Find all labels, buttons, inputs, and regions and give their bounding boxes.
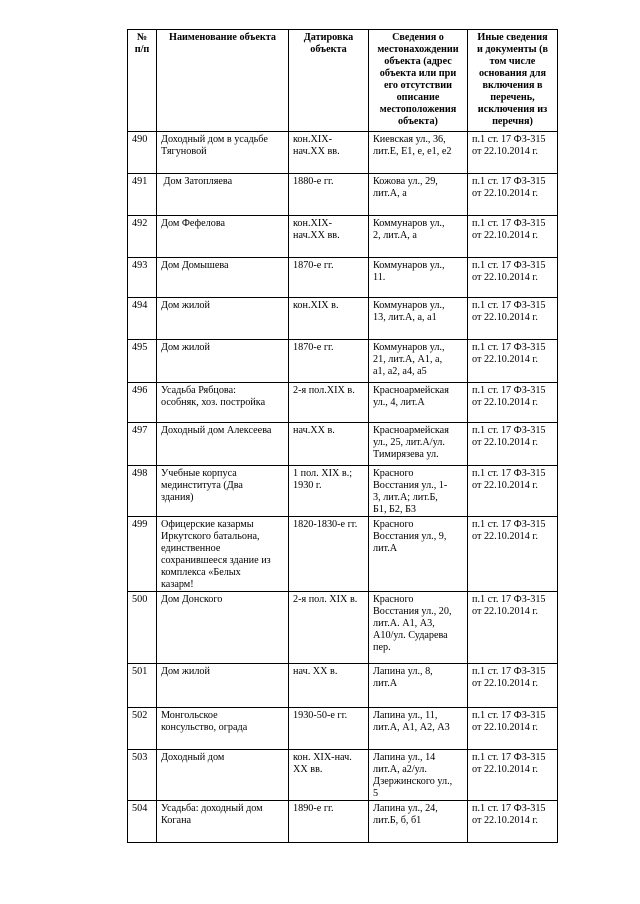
object-address: Кожова ул., 29, лит.А, а xyxy=(373,176,438,199)
object-name: Усадьба: доходный дом Когана xyxy=(161,803,263,826)
object-address: Красного Восстания ул., 9, лит.А xyxy=(373,519,447,554)
object-date: 1870-е гг. xyxy=(293,260,334,271)
object-address: Красноармейская ул., 4, лит.А xyxy=(373,385,449,408)
object-name-cell xyxy=(157,801,289,843)
header-other-info xyxy=(468,30,558,132)
object-date-cell xyxy=(289,258,369,298)
row-number: 494 xyxy=(132,300,148,311)
object-name-cell xyxy=(157,258,289,298)
object-name-cell xyxy=(157,132,289,174)
object-date: 1 пол. XIX в.; 1930 г. xyxy=(293,468,353,491)
object-address: Лапина ул., 11, лит.А, А1, А2, А3 xyxy=(373,710,450,733)
object-date: кон.XIX- нач.XX вв. xyxy=(293,218,340,241)
object-basis-cell xyxy=(468,423,558,466)
object-name-cell xyxy=(157,174,289,216)
object-name: Дом Затопляева xyxy=(161,176,233,187)
row-number: 503 xyxy=(132,752,148,763)
row-number-cell xyxy=(128,801,157,843)
table-row xyxy=(128,801,558,843)
row-number: 490 xyxy=(132,134,148,145)
table-row xyxy=(128,132,558,174)
object-address-cell xyxy=(369,592,468,664)
object-date: 2-я пол.XIX в. xyxy=(293,385,355,396)
object-address-cell xyxy=(369,423,468,466)
object-basis: п.1 ст. 17 ФЗ-315 от 22.10.2014 г. xyxy=(472,300,546,323)
table-row xyxy=(128,708,558,750)
object-date: кон.XIX в. xyxy=(293,300,339,311)
object-address-cell xyxy=(369,298,468,340)
object-name: Доходный дом в усадьбе Тягуновой xyxy=(161,134,268,157)
object-basis: п.1 ст. 17 ФЗ-315 от 22.10.2014 г. xyxy=(472,710,546,733)
object-basis-cell xyxy=(468,750,558,801)
object-basis: п.1 ст. 17 ФЗ-315 от 22.10.2014 г. xyxy=(472,425,546,448)
object-address-cell xyxy=(369,383,468,423)
object-address-cell xyxy=(369,216,468,258)
object-date: 2-я пол. XIX в. xyxy=(293,594,358,605)
row-number: 502 xyxy=(132,710,148,721)
object-basis-cell xyxy=(468,174,558,216)
object-address: Коммунаров ул., 11. xyxy=(373,260,445,283)
table-row xyxy=(128,466,558,517)
object-name-cell xyxy=(157,517,289,592)
row-number: 500 xyxy=(132,594,148,605)
row-number: 504 xyxy=(132,803,148,814)
row-number: 495 xyxy=(132,342,148,353)
object-date: 1870-е гг. xyxy=(293,342,334,353)
object-basis-cell xyxy=(468,340,558,383)
object-date-cell xyxy=(289,750,369,801)
object-name: Дом жилой xyxy=(161,666,210,677)
row-number: 498 xyxy=(132,468,148,479)
table-row xyxy=(128,216,558,258)
object-address: Киевская ул., 36, лит.Е, Е1, е, е1, е2 xyxy=(373,134,452,157)
table-row xyxy=(128,517,558,592)
object-basis-cell xyxy=(468,466,558,517)
object-basis: п.1 ст. 17 ФЗ-315 от 22.10.2014 г. xyxy=(472,519,546,542)
row-number-cell xyxy=(128,466,157,517)
object-basis: п.1 ст. 17 ФЗ-315 от 22.10.2014 г. xyxy=(472,385,546,408)
header-row xyxy=(128,30,558,132)
header-other-info-text: Иные сведения и документы (в том числе основания для включения в перечень, исключения из перечня) xyxy=(476,32,549,127)
object-name: Учебные корпуса мединститута (Два здания) xyxy=(161,468,243,503)
object-date: 1880-е гг. xyxy=(293,176,334,187)
object-address-cell xyxy=(369,340,468,383)
object-date-cell xyxy=(289,132,369,174)
row-number-cell xyxy=(128,517,157,592)
object-date: 1930-50-е гг. xyxy=(293,710,348,721)
registry-table xyxy=(127,29,558,843)
object-name-cell xyxy=(157,423,289,466)
object-date-cell xyxy=(289,216,369,258)
object-basis: п.1 ст. 17 ФЗ-315 от 22.10.2014 г. xyxy=(472,218,546,241)
table-row xyxy=(128,750,558,801)
object-name-cell xyxy=(157,664,289,708)
object-name: Дом жилой xyxy=(161,300,210,311)
row-number: 501 xyxy=(132,666,148,677)
object-address: Коммунаров ул., 21, лит.А, А1, а, а1, а2, а4, а5 xyxy=(373,342,445,377)
row-number-cell xyxy=(128,592,157,664)
object-name-cell xyxy=(157,466,289,517)
header-date-text: Датировка объекта xyxy=(303,32,354,55)
object-address: Красноармейская ул., 25, лит.А/ул. Тимирязева ул. xyxy=(373,425,449,460)
object-basis: п.1 ст. 17 ФЗ-315 от 22.10.2014 г. xyxy=(472,260,546,283)
object-address: Коммунаров ул., 2, лит.А, а xyxy=(373,218,445,241)
object-address: Лапина ул., 8, лит.А xyxy=(373,666,433,689)
object-basis: п.1 ст. 17 ФЗ-315 от 22.10.2014 г. xyxy=(472,176,546,199)
object-name-cell xyxy=(157,383,289,423)
object-basis-cell xyxy=(468,592,558,664)
table-row xyxy=(128,423,558,466)
object-address-cell xyxy=(369,517,468,592)
object-date-cell xyxy=(289,801,369,843)
object-basis-cell xyxy=(468,132,558,174)
header-location xyxy=(369,30,468,132)
object-basis: п.1 ст. 17 ФЗ-315 от 22.10.2014 г. xyxy=(472,342,546,365)
object-basis-cell xyxy=(468,383,558,423)
object-name-cell xyxy=(157,592,289,664)
header-name-text: Наименование объекта xyxy=(169,32,276,43)
table-body xyxy=(128,132,558,843)
object-address-cell xyxy=(369,750,468,801)
object-name-cell xyxy=(157,750,289,801)
object-basis: п.1 ст. 17 ФЗ-315 от 22.10.2014 г. xyxy=(472,752,546,775)
table-row xyxy=(128,383,558,423)
object-address-cell xyxy=(369,132,468,174)
object-name: Дом Домышева xyxy=(161,260,229,271)
header-date xyxy=(289,30,369,132)
object-name: Дом Донского xyxy=(161,594,223,605)
object-date: нач.XX в. xyxy=(293,425,335,436)
object-date: кон. XIX-нач. XX вв. xyxy=(293,752,352,775)
object-name-cell xyxy=(157,708,289,750)
object-address: Коммунаров ул., 13, лит.А, а, а1 xyxy=(373,300,445,323)
table-row xyxy=(128,174,558,216)
object-address: Красного Восстания ул., 20, лит.А. А1, А3, А10/ул. Сударева пер. xyxy=(373,594,452,653)
row-number: 496 xyxy=(132,385,148,396)
object-basis: п.1 ст. 17 ФЗ-315 от 22.10.2014 г. xyxy=(472,134,546,157)
table-row xyxy=(128,298,558,340)
object-address-cell xyxy=(369,174,468,216)
object-name: Дом жилой xyxy=(161,342,210,353)
object-date: кон.XIX- нач.XX вв. xyxy=(293,134,340,157)
object-address-cell xyxy=(369,258,468,298)
object-address: Красного Восстания ул., 1- 3, лит.А; лит.Б, Б1, Б2, Б3 xyxy=(373,468,448,515)
row-number: 493 xyxy=(132,260,148,271)
object-name: Доходный дом Алексеева xyxy=(161,425,272,436)
row-number: 491 xyxy=(132,176,148,187)
object-date-cell xyxy=(289,423,369,466)
row-number: 499 xyxy=(132,519,148,530)
row-number: 497 xyxy=(132,425,148,436)
object-basis-cell xyxy=(468,801,558,843)
header-number xyxy=(128,30,157,132)
header-location-text: Сведения о местонахождении объекта (адрес объекта или при его отсутствии описание местоположения объекта) xyxy=(377,32,459,127)
object-date: 1890-е гг. xyxy=(293,803,334,814)
row-number-cell xyxy=(128,174,157,216)
object-basis-cell xyxy=(468,216,558,258)
header-name xyxy=(157,30,289,132)
object-basis: п.1 ст. 17 ФЗ-315 от 22.10.2014 г. xyxy=(472,666,546,689)
table-row xyxy=(128,592,558,664)
object-date-cell xyxy=(289,517,369,592)
object-basis-cell xyxy=(468,298,558,340)
object-basis: п.1 ст. 17 ФЗ-315 от 22.10.2014 г. xyxy=(472,803,546,826)
object-date-cell xyxy=(289,708,369,750)
object-basis-cell xyxy=(468,708,558,750)
object-date-cell xyxy=(289,298,369,340)
object-address: Лапина ул., 14 лит.А, а2/ул. Дзержинского ул., 5 xyxy=(373,752,453,799)
object-basis-cell xyxy=(468,664,558,708)
object-date-cell xyxy=(289,383,369,423)
object-basis-cell xyxy=(468,258,558,298)
object-basis-cell xyxy=(468,517,558,592)
object-date-cell xyxy=(289,174,369,216)
row-number-cell xyxy=(128,258,157,298)
object-basis: п.1 ст. 17 ФЗ-315 от 22.10.2014 г. xyxy=(472,468,546,491)
object-date-cell xyxy=(289,466,369,517)
object-name: Монгольское консульство, ограда xyxy=(161,710,248,733)
row-number-cell xyxy=(128,298,157,340)
table-row xyxy=(128,258,558,298)
row-number-cell xyxy=(128,423,157,466)
object-address-cell xyxy=(369,664,468,708)
object-name: Офицерские казармы Иркутского батальона, единственное сохранившееся здание из комплекса «Белых казарм! xyxy=(161,519,271,590)
object-address-cell xyxy=(369,708,468,750)
object-name: Доходный дом xyxy=(161,752,225,763)
row-number-cell xyxy=(128,664,157,708)
object-address: Лапина ул., 24, лит.Б, б, б1 xyxy=(373,803,438,826)
object-date-cell xyxy=(289,664,369,708)
row-number-cell xyxy=(128,340,157,383)
table-row xyxy=(128,664,558,708)
object-date-cell xyxy=(289,340,369,383)
object-address-cell xyxy=(369,801,468,843)
row-number-cell xyxy=(128,216,157,258)
object-date: нач. XX в. xyxy=(293,666,338,677)
object-name: Усадьба Рябцова: особняк, хоз. постройка xyxy=(161,385,266,408)
object-date-cell xyxy=(289,592,369,664)
row-number-cell xyxy=(128,132,157,174)
object-date: 1820-1830-е гг. xyxy=(293,519,358,530)
object-name-cell xyxy=(157,216,289,258)
object-address-cell xyxy=(369,466,468,517)
object-name-cell xyxy=(157,340,289,383)
header-number-text: № п/п xyxy=(134,32,150,55)
object-name: Дом Фефелова xyxy=(161,218,226,229)
object-basis: п.1 ст. 17 ФЗ-315 от 22.10.2014 г. xyxy=(472,594,546,617)
row-number-cell xyxy=(128,708,157,750)
table-row xyxy=(128,340,558,383)
object-name-cell xyxy=(157,298,289,340)
row-number-cell xyxy=(128,383,157,423)
row-number: 492 xyxy=(132,218,148,229)
row-number-cell xyxy=(128,750,157,801)
